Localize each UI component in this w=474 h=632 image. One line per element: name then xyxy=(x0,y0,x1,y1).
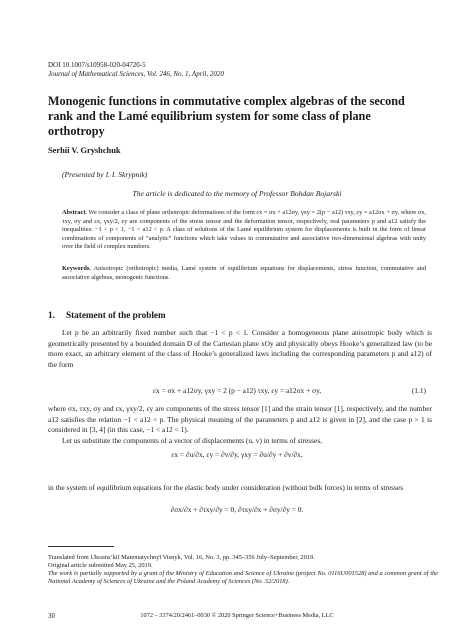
page-number: 30 xyxy=(48,612,55,620)
keywords-text: Anisotropic (orthotropic) media, Lamé system of equilibrium equations for displacements, stress function, commutative and associative algebras, monogenic functions. xyxy=(62,265,426,281)
abstract-label: Abstract. xyxy=(62,209,88,216)
author-name: Serhii V. Gryshchuk xyxy=(48,146,121,155)
paragraph-substitute: Let us substitute the components of a vector of displacements (u, v) in terms of stresses, xyxy=(62,436,323,445)
article-title: Monogenic functions in commutative complex algebras of the second rank and the Lamé equilibrium system for some class of plane orthotropy xyxy=(48,94,405,138)
journal-citation: Journal of Mathematical Sciences, Vol. 246, No. 1, April, 2020 xyxy=(48,70,224,78)
paragraph-intro: Let p be an arbitrarily fixed number such that −1 < p < 1. Consider a homogeneous plane anisotropic body which is geometrically presented by a bounded domain D of the Cartesian plane xOy and physically obeys Hooke’s generalized law (to be more exact, an arbitrary element of the class of Hooke’s generalized laws including the corresponding parameters p and a12) of the form xyxy=(48,328,432,369)
section-title: Statement of the problem xyxy=(66,310,166,320)
dedication: The article is dedicated to the memory of Professor Bohdan Bojarski xyxy=(132,189,342,198)
footnote-divider xyxy=(48,546,114,547)
footnote-submitted: Original article submitted May 25, 2019. xyxy=(48,562,153,569)
copyright-line: 1072 – 3374/20/2461–0030 © 2020 Springer Science+Business Media, LLC xyxy=(140,612,334,619)
equation-number: (1.1) xyxy=(411,386,426,395)
section-number: 1. xyxy=(48,310,55,320)
paragraph-components: where σx, τxy, σy and εx, γxy/2, εy are components of the stress tensor [1] and the strain tensor [1], respectively, and the number a12 satisfies the relation −1 < a12 < p. The physical meaning of the parameters p and a12 is given in [2], and the case p > 1 is considered in [3, 4] (in this case, −1 < a12 < 1). xyxy=(48,404,432,435)
equation-hooke-law: εx = σx + a12σy, γxy = 2 (p − a12) τxy, εy = a12σx + σy, xyxy=(152,386,322,395)
footnote-funding: The work is partially supported by a grant of the Ministry of Education and Science of Ukraine (project No. 0116U001528) and a common grant of the National Academy of Sciences of Ukraine and the Poland Academy of Sciences (No. 32/2018). xyxy=(48,570,438,586)
footnote-translated: Translated from Ukrains’kiĭ Matematychnyĭ Visnyk, Vol. 16, No. 3, pp. 345–356 July–September, 2019. xyxy=(48,554,315,561)
section-heading xyxy=(48,310,166,320)
paragraph-equilibrium: in the system of equilibrium equations for the elastic body under consideration (without bulk forces) in terms of stresses xyxy=(48,483,404,492)
presented-by: (Presented by I. I. Skrypnik) xyxy=(62,170,148,179)
keywords xyxy=(62,265,426,282)
doi: DOI 10.1007/s10958-020-04720-5 xyxy=(48,61,146,69)
keywords-label: Keywords. xyxy=(62,265,91,272)
abstract-text: We consider a class of plane orthotropic deformations of the form εx = σx + a12σy, γxy = 2(p − a12) τxy, εy = a12σx + σy, where σx, τxy, σy and εx, γxy/2, εy are components of the stress tensor and the deformation tensor, respectively, real parameters p and a12 satisfy the inequalities: −1 < p < 1, −1 < a12 < p. A class of solutions of the Lamé equilibrium system for displacements is built in the form of linear combinations of components of “analytic” functions which take values in commutative and associative two-dimensional algebras with unity over the field of complex numbers. xyxy=(62,209,426,251)
equation-equilibrium: ∂σx/∂x + ∂τxy/∂y = 0, ∂τxy/∂x + ∂σy/∂y = 0. xyxy=(170,505,304,514)
equation-strains: εx = ∂u/∂x, εy = ∂v/∂y, γxy = ∂u/∂y + ∂v/∂x, xyxy=(171,450,303,459)
abstract xyxy=(62,209,426,252)
